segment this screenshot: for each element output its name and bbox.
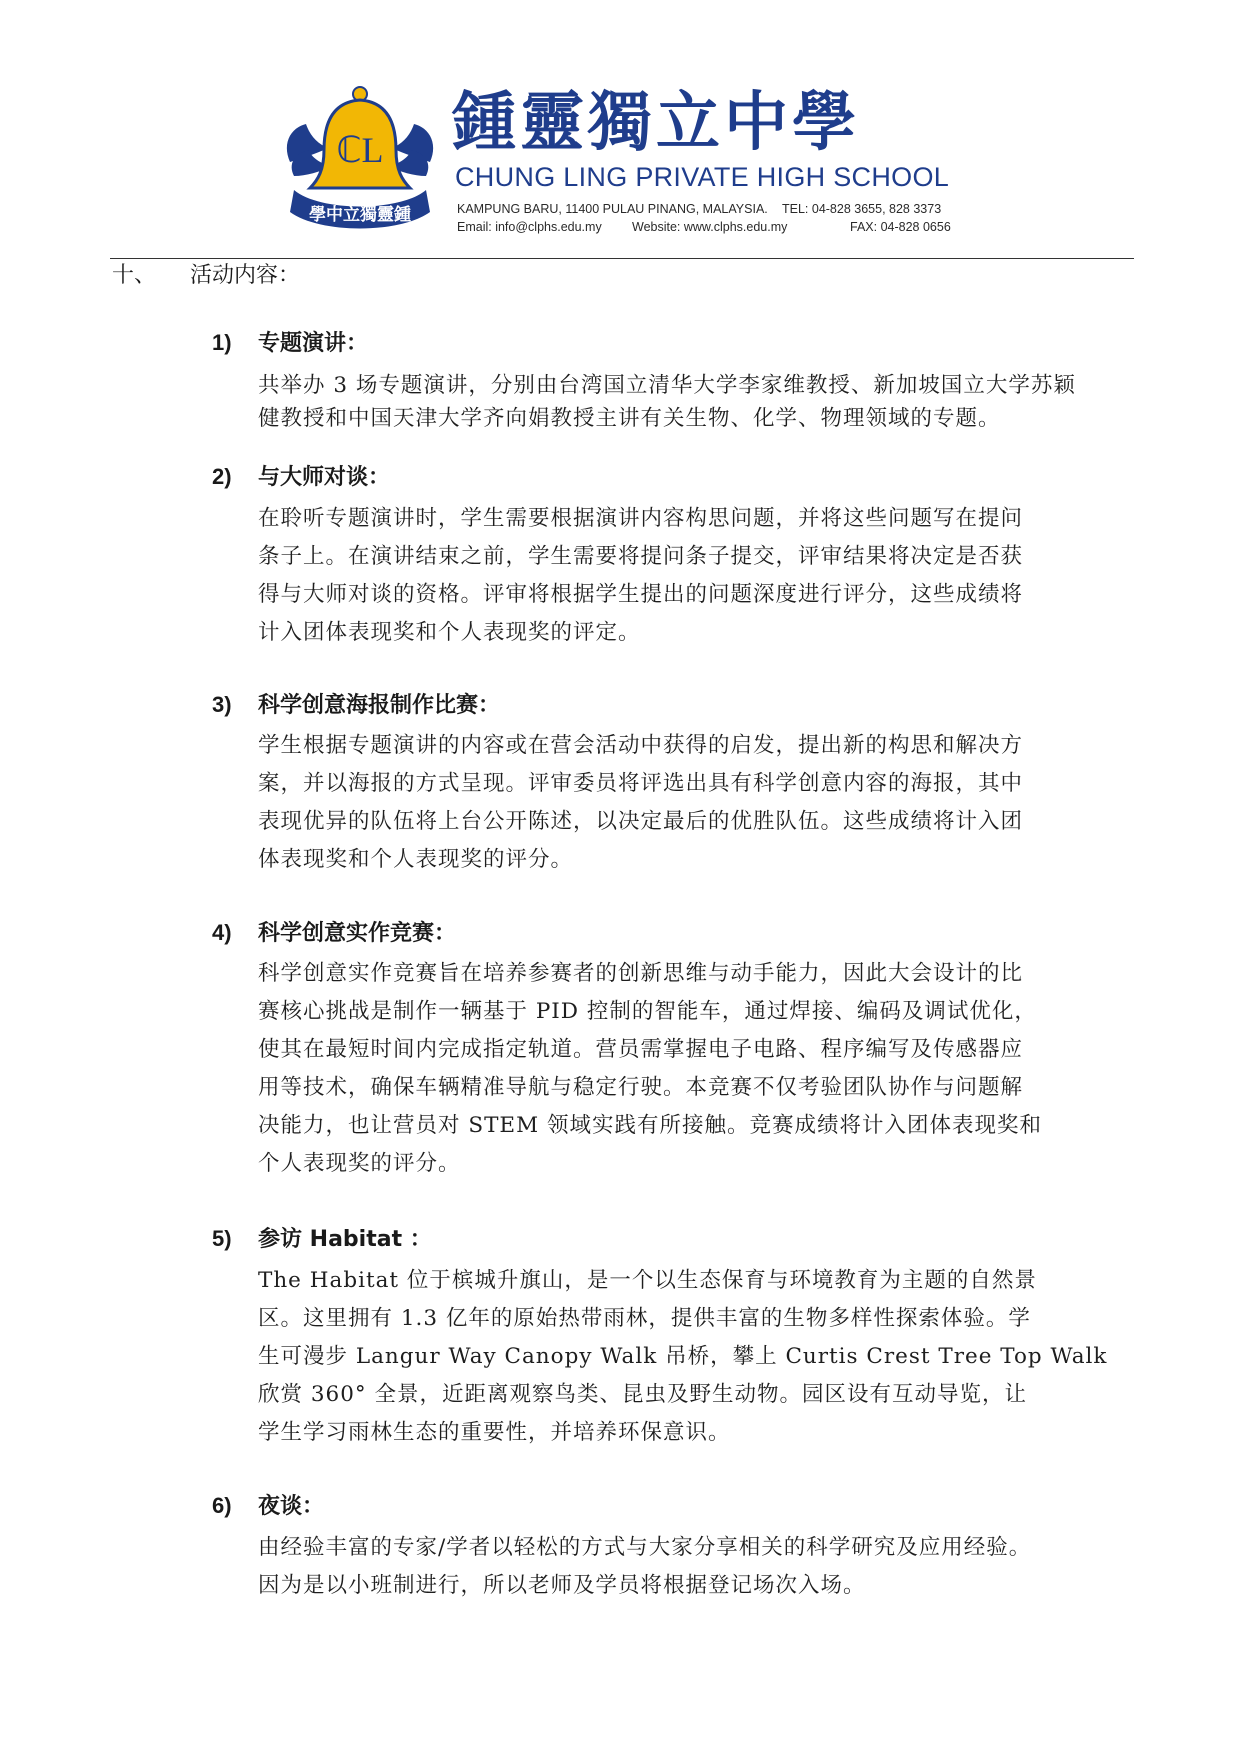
body-line: 生可漫步 Langur Way Canopy Walk 吊桥，攀上 Curtis Crest Tree Top Walk bbox=[258, 1344, 1108, 1369]
body-line: 学生学习雨林生态的重要性，并培养环保意识。 bbox=[258, 1420, 731, 1445]
body-line: 计入团体表现奖和个人表现奖的评定。 bbox=[258, 620, 641, 645]
item-title bbox=[212, 461, 390, 494]
item-index: 1) bbox=[212, 330, 232, 355]
body-line: 共举办 3 场专题演讲，分别由台湾国立清华大学李家维教授、新加坡国立大学苏颖 bbox=[258, 373, 1076, 398]
body-line: 表现优异的队伍将上台公开陈述，以决定最后的优胜队伍。这些成绩将计入团 bbox=[258, 809, 1024, 834]
school-name-chinese: 鍾靈獨立中學 bbox=[452, 86, 860, 160]
item-body bbox=[258, 727, 1138, 879]
item-index: 2) bbox=[212, 464, 232, 489]
item-title bbox=[212, 689, 500, 722]
body-line: 区。这里拥有 1.3 亿年的原始热带雨林，提供丰富的生物多样性探索体验。学 bbox=[258, 1306, 1031, 1331]
item-title bbox=[212, 1223, 432, 1256]
item-body bbox=[258, 955, 1138, 1183]
item-title-text: 科学创意实作竞赛： bbox=[258, 921, 457, 946]
item-title bbox=[212, 917, 456, 950]
section-number: 十、 bbox=[112, 263, 157, 288]
school-name-english: CHUNG LING PRIVATE HIGH SCHOOL bbox=[455, 162, 950, 192]
item-title-text: 与大师对谈： bbox=[258, 465, 391, 490]
body-line: 欣赏 360° 全景，近距离观察鸟类、昆虫及野生动物。园区设有互动导览，让 bbox=[258, 1382, 1027, 1407]
school-address: KAMPUNG BARU, 11400 PULAU PINANG, MALAYSIA. bbox=[457, 202, 768, 216]
body-line: 使其在最短时间内完成指定轨道。营员需掌握电子电路、程序编写及传感器应 bbox=[258, 1037, 1024, 1062]
body-line: 个人表现奖的评分。 bbox=[258, 1151, 461, 1176]
body-line: 赛核心挑战是制作一辆基于 PID 控制的智能车，通过焊接、编码及调试优化， bbox=[258, 999, 1037, 1024]
body-line: 健教授和中国天津大学齐向娟教授主讲有关生物、化学、物理领域的专题。 bbox=[258, 406, 1001, 431]
body-line: 科学创意实作竞赛旨在培养参赛者的创新思维与动手能力，因此大会设计的比 bbox=[258, 961, 1024, 986]
body-line: 在聆听专题演讲时，学生需要根据演讲内容构思问题，并将这些问题写在提问 bbox=[258, 506, 1024, 531]
body-line: 案，并以海报的方式呈现。评审委员将评选出具有科学创意内容的海报，其中 bbox=[258, 771, 1024, 796]
school-crest-icon bbox=[280, 84, 440, 234]
school-website: Website: www.clphs.edu.my bbox=[632, 220, 788, 234]
body-line: 得与大师对谈的资格。评审将根据学生提出的问题深度进行评分，这些成绩将 bbox=[258, 582, 1024, 607]
crest-banner-text: 學中立獨靈鍾 bbox=[309, 205, 411, 225]
body-line: 决能力，也让营员对 STEM 领域实践有所接触。竞赛成绩将计入团体表现奖和 bbox=[258, 1113, 1042, 1138]
body-line: 用等技术，确保车辆精准导航与稳定行驶。本竞赛不仅考验团队协作与问题解 bbox=[258, 1075, 1024, 1100]
item-title-text: 专题演讲： bbox=[258, 331, 369, 356]
school-fax: FAX: 04-828 0656 bbox=[850, 220, 951, 234]
body-line: 学生根据专题演讲的内容或在营会活动中获得的启发，提出新的构思和解决方 bbox=[258, 733, 1024, 758]
item-body bbox=[258, 500, 1138, 652]
item-body bbox=[258, 1262, 1138, 1452]
section-title: 活动内容： bbox=[190, 263, 301, 288]
letterhead bbox=[280, 84, 980, 244]
section-heading bbox=[112, 260, 300, 292]
item-title bbox=[212, 327, 368, 360]
body-line: 由经验丰富的专家/学者以轻松的方式与大家分享相关的科学研究及应用经验。 bbox=[258, 1535, 1032, 1560]
item-title-text: 夜谈： bbox=[258, 1494, 325, 1519]
school-email: Email: info@clphs.edu.my bbox=[457, 220, 602, 234]
body-line: 体表现奖和个人表现奖的评分。 bbox=[258, 847, 574, 872]
item-body bbox=[258, 1529, 1138, 1605]
item-index: 4) bbox=[212, 920, 232, 945]
item-body bbox=[258, 369, 1138, 435]
svg-text:ℂL: ℂL bbox=[336, 130, 384, 170]
item-title bbox=[212, 1490, 324, 1523]
item-index: 3) bbox=[212, 692, 232, 717]
body-line: 条子上。在演讲结束之前，学生需要将提问条子提交，评审结果将决定是否获 bbox=[258, 544, 1024, 569]
item-index: 5) bbox=[212, 1226, 232, 1251]
item-title-text: 参访 Habitat ： bbox=[258, 1227, 432, 1252]
school-tel: TEL: 04-828 3655, 828 3373 bbox=[782, 202, 942, 216]
item-index: 6) bbox=[212, 1493, 232, 1518]
body-line: The Habitat 位于槟城升旗山，是一个以生态保育与环境教育为主题的自然景 bbox=[258, 1268, 1037, 1293]
item-title-text: 科学创意海报制作比赛： bbox=[258, 693, 501, 718]
body-line: 因为是以小班制进行，所以老师及学员将根据登记场次入场。 bbox=[258, 1573, 866, 1598]
header-divider bbox=[110, 258, 1134, 259]
